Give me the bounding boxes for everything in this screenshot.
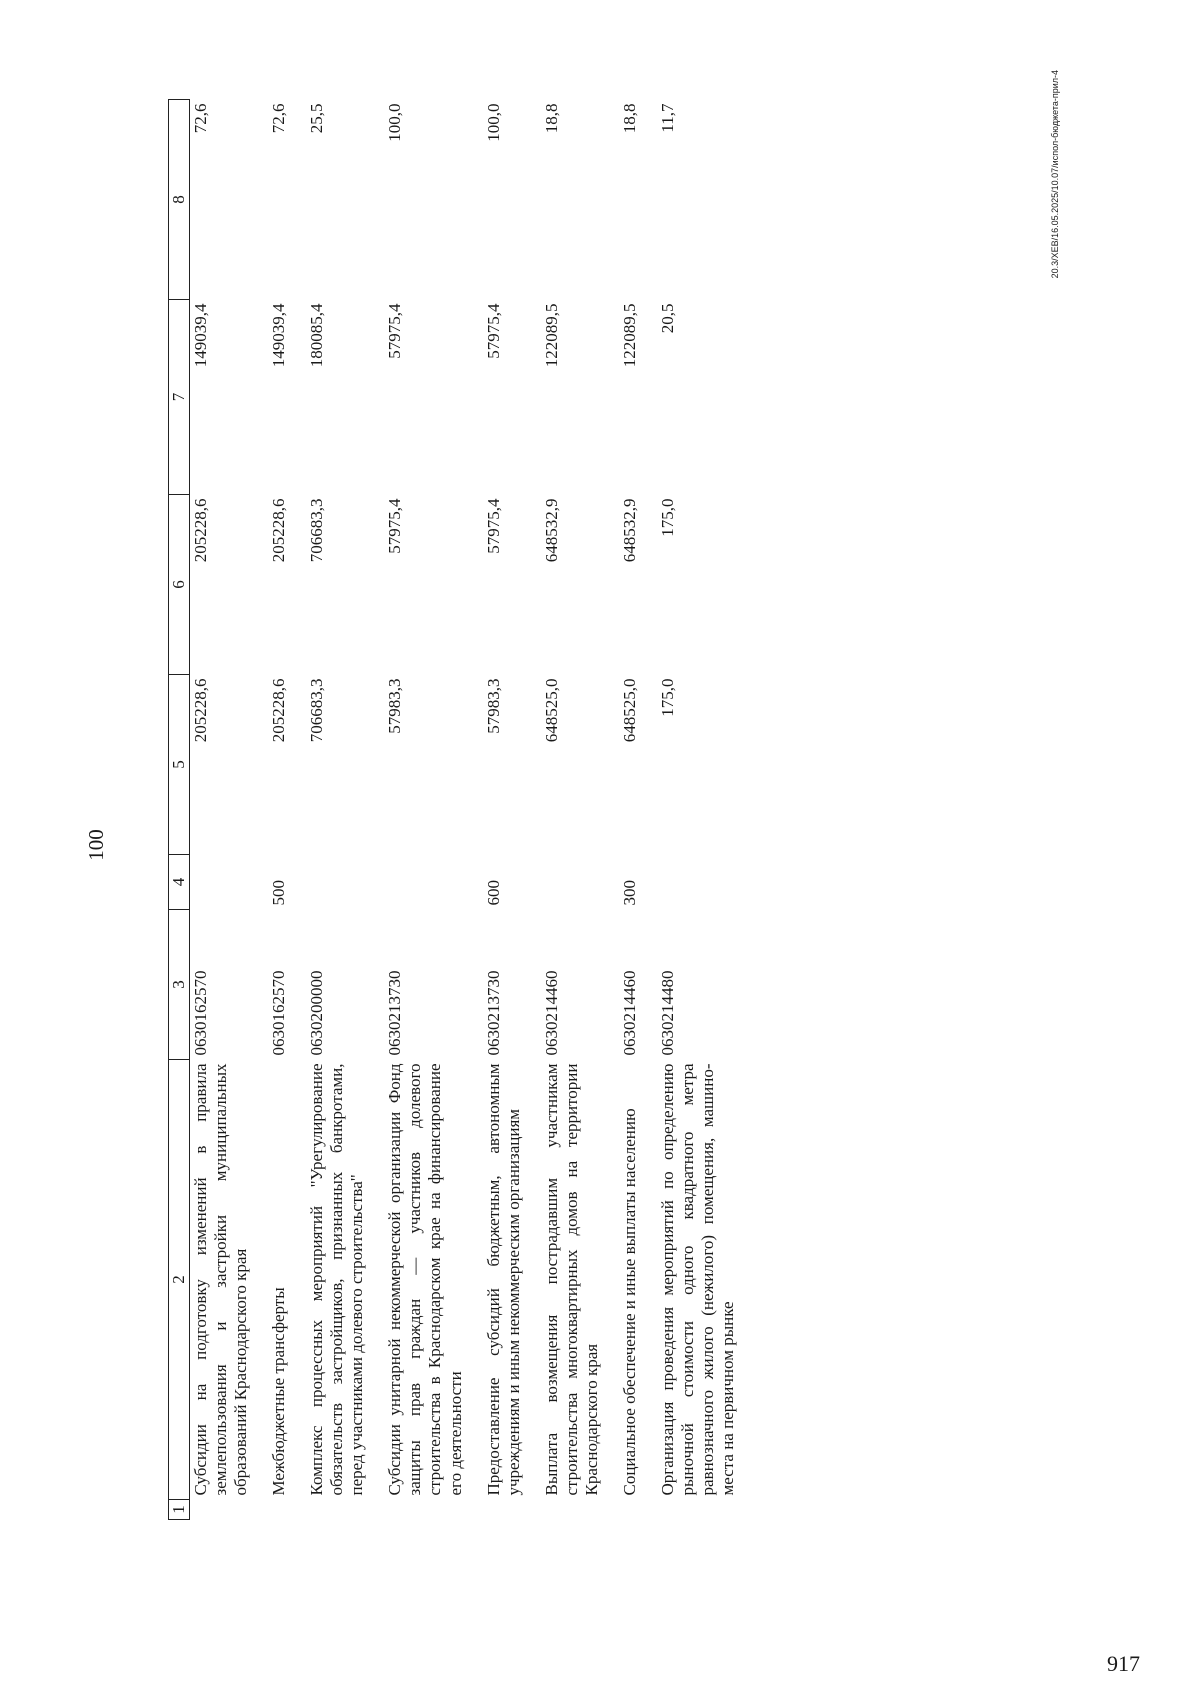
table-row — [658, 100, 756, 1520]
value-col-7: 149039,4 — [191, 303, 211, 368]
column-header: 4 — [169, 855, 190, 910]
page-number: 100 — [84, 829, 108, 861]
value-col-8: 100,0 — [385, 103, 405, 142]
target-code: 0630214460 — [541, 970, 561, 1056]
item-name: Выплата возмещения пострадавшим участникам строительства многоквартирных домов на территории Краснодарского края — [541, 1063, 601, 1496]
value-col-5: 648525,0 — [619, 678, 639, 743]
item-name: Субсидии на подготовку изменений в правила землепользования и застройки муниципальных образований Краснодарского края — [191, 1063, 251, 1496]
value-col-8: 100,0 — [483, 103, 503, 142]
value-col-7: 57975,4 — [483, 303, 503, 359]
sheet-number: 917 — [1107, 1651, 1140, 1676]
row-number-cell — [620, 1500, 658, 1520]
value-col-6: 175,0 — [657, 498, 677, 537]
target-code: 0630214460 — [619, 970, 639, 1056]
column-header: 3 — [169, 910, 190, 1060]
row-number-cell — [269, 1500, 307, 1520]
value-col-6: 648532,9 — [619, 498, 639, 563]
value-col-6: 648532,9 — [541, 498, 561, 563]
column-header: 6 — [169, 495, 190, 675]
table-row — [269, 100, 307, 1520]
target-code: 0630162570 — [269, 970, 289, 1056]
target-code: 0630200000 — [307, 970, 327, 1056]
expense-type — [385, 855, 483, 910]
value-col-8: 18,8 — [541, 103, 561, 134]
table-header-row — [169, 100, 190, 1520]
table-row — [620, 100, 658, 1520]
row-number-cell — [658, 1500, 756, 1520]
target-code: 0630213730 — [385, 970, 405, 1056]
target-code: 0630214480 — [657, 970, 677, 1056]
column-header: 8 — [169, 100, 190, 300]
item-name: Социальное обеспечение и иные выплаты населению — [619, 1108, 639, 1496]
expense-type: 500 — [269, 880, 289, 906]
value-col-8: 72,6 — [191, 103, 211, 134]
value-col-5: 57983,3 — [483, 678, 503, 734]
value-col-5: 175,0 — [657, 678, 677, 717]
item-name: Предоставление субсидий бюджетным, автономным учреждениям и иным некоммерческим организациям — [483, 1063, 523, 1496]
table-row — [190, 100, 270, 1520]
column-header: 5 — [169, 675, 190, 855]
value-col-8: 25,5 — [307, 103, 327, 134]
table-row — [385, 100, 483, 1520]
file-code: 20.3/XEB/16.05.2025/10.07/испол-бюджета-прил-4 — [1050, 70, 1060, 279]
item-name: Организация проведения мероприятий по определению рыночной стоимости одного квадратного метра равнозначного жилого (нежилого) помещения, машино-места на первичном рынке — [657, 1063, 737, 1496]
item-name: Субсидии унитарной некоммерческой организации Фонд защиты прав граждан — участников долевого строительства в Краснодарском крае на финансирование его деятельности — [385, 1063, 465, 1496]
expense-type — [307, 855, 385, 910]
value-col-7: 20,5 — [657, 303, 677, 334]
value-col-8: 18,8 — [619, 103, 639, 134]
value-col-6: 205228,6 — [191, 498, 211, 563]
value-col-8: 11,7 — [657, 103, 677, 133]
value-col-5: 57983,3 — [385, 678, 405, 734]
row-number-cell — [190, 1500, 270, 1520]
item-name: Межбюджетные трансферты — [269, 1287, 289, 1496]
budget-table — [168, 99, 756, 1520]
value-col-5: 706683,3 — [307, 678, 327, 743]
value-col-7: 122089,5 — [541, 303, 561, 368]
column-header: 7 — [169, 300, 190, 495]
value-col-8: 72,6 — [269, 103, 289, 134]
expense-type — [190, 855, 270, 910]
value-col-6: 57975,4 — [385, 498, 405, 554]
target-code: 0630162570 — [191, 970, 211, 1056]
value-col-7: 180085,4 — [307, 303, 327, 368]
row-number-cell — [484, 1500, 542, 1520]
expense-type: 300 — [619, 880, 639, 906]
value-col-6: 205228,6 — [269, 498, 289, 563]
value-col-5: 648525,0 — [541, 678, 561, 743]
row-number-cell — [307, 1500, 385, 1520]
table-row — [307, 100, 385, 1520]
table-row — [484, 100, 542, 1520]
value-col-7: 149039,4 — [269, 303, 289, 368]
value-col-5: 205228,6 — [191, 678, 211, 743]
expense-type: 600 — [483, 880, 503, 906]
value-col-5: 205228,6 — [269, 678, 289, 743]
column-header: 1 — [169, 1500, 190, 1520]
value-col-6: 57975,4 — [483, 498, 503, 554]
row-number-cell — [385, 1500, 483, 1520]
column-header: 2 — [169, 1060, 190, 1500]
expense-type — [658, 855, 756, 910]
rotated-sheet — [70, 50, 1070, 1640]
expense-type — [542, 855, 620, 910]
table-row — [542, 100, 620, 1520]
item-name: Комплекс процессных мероприятий "Урегулирование обязательств застройщиков, признанных банкротами, перед участниками долевого строительства" — [307, 1063, 367, 1496]
value-col-6: 706683,3 — [307, 498, 327, 563]
value-col-7: 122089,5 — [619, 303, 639, 368]
target-code: 0630213730 — [483, 970, 503, 1056]
row-number-cell — [542, 1500, 620, 1520]
value-col-7: 57975,4 — [385, 303, 405, 359]
